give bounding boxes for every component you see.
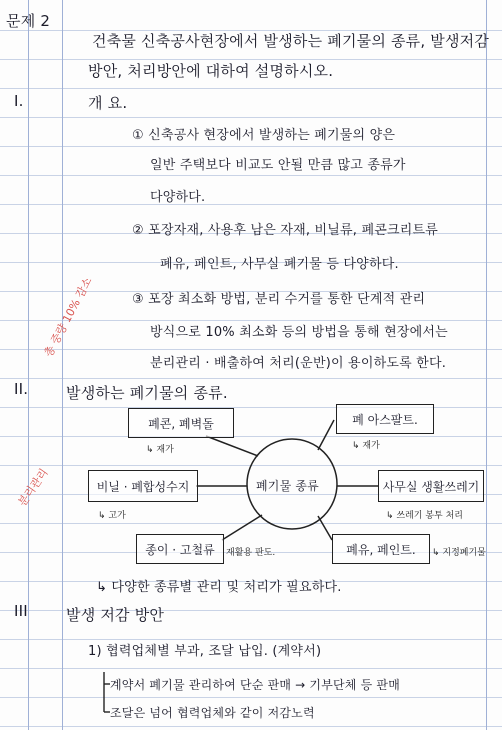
section3-sub1: 계약서 폐기물 관리하여 단순 판매 → 기부단체 등 판매 bbox=[110, 678, 401, 692]
waste-type-vinyl-resin: 비닐 · 폐합성수지 bbox=[88, 470, 198, 502]
waste-diagram-center: 폐기물 종류 bbox=[256, 479, 319, 493]
section2-title: 발생하는 폐기물의 종류. bbox=[66, 384, 228, 402]
waste-note-office: ↳ 쓰레기 봉투 처리 bbox=[386, 511, 463, 521]
section1-p3-line2: 방식으로 10% 최소화 등의 방법을 통해 현장에서는 bbox=[150, 325, 448, 340]
waste-type-asphalt: 폐 아스팔트. bbox=[336, 404, 434, 434]
section1-margin-note: 총 중량 10% 감소 bbox=[41, 275, 95, 360]
waste-type-paper-scrap: 종이 · 고철류 bbox=[136, 534, 224, 564]
section1-p1-line2: 일반 주택보다 비교도 안될 만큼 많고 종류가 bbox=[150, 158, 406, 173]
section3-sub2: 조달은 넘어 협력업체와 같이 저감노력 bbox=[110, 706, 315, 720]
section1-p1-line3: 다양하다. bbox=[150, 190, 206, 205]
section1-p3-line3: 분리관리 · 배출하여 처리(운반)이 용이하도록 한다. bbox=[150, 356, 447, 371]
section3-item1: 1) 협력업체별 부과, 조달 납입. (계약서) bbox=[88, 644, 322, 659]
waste-note-oil: ↳ 지정폐기물 bbox=[432, 548, 486, 558]
waste-note-vinyl: ↳ 고가 bbox=[98, 511, 126, 521]
section1-title: 개 요. bbox=[88, 94, 128, 112]
section2-numeral: II. bbox=[14, 380, 29, 398]
question-line-2: 방안, 처리방안에 대하여 설명하시오. bbox=[88, 62, 334, 80]
waste-type-office-garbage: 사무실 생활쓰레기 bbox=[378, 470, 484, 502]
section1-p2-line2: 폐유, 페인트, 사무실 폐기물 등 다양하다. bbox=[160, 257, 399, 272]
waste-note-paper: 재활용 판도. bbox=[226, 548, 276, 558]
section2-margin-note: 분리관리 bbox=[15, 466, 51, 509]
waste-note-asphalt: ↳ 재가 bbox=[352, 441, 380, 451]
section3-title: 발생 저감 방안 bbox=[66, 606, 165, 624]
section1-p3-line1: ③ 포장 최소화 방법, 분리 수거를 통한 단계적 관리 bbox=[132, 292, 426, 307]
waste-note-concrete: ↳ 재가 bbox=[146, 445, 174, 455]
section1-p1-line1: ① 신축공사 현장에서 발생하는 폐기물의 양은 bbox=[132, 128, 396, 143]
section2-summary: ↳ 다양한 종류별 관리 및 처리가 필요하다. bbox=[96, 580, 342, 595]
section3-numeral: III bbox=[14, 602, 28, 620]
question-number: 문제 2 bbox=[6, 12, 51, 30]
waste-type-concrete-brick: 폐콘, 폐벽돌 bbox=[128, 408, 234, 438]
waste-type-oil-paint: 폐유, 페인트. bbox=[332, 534, 430, 564]
section1-p2-line1: ② 포장자재, 사용후 남은 자재, 비닐류, 폐콘크리트류 bbox=[132, 223, 439, 238]
question-line-1: 건축물 신축공사현장에서 발생하는 폐기물의 종류, 발생저감 bbox=[92, 32, 490, 50]
section1-numeral: I. bbox=[14, 92, 24, 110]
